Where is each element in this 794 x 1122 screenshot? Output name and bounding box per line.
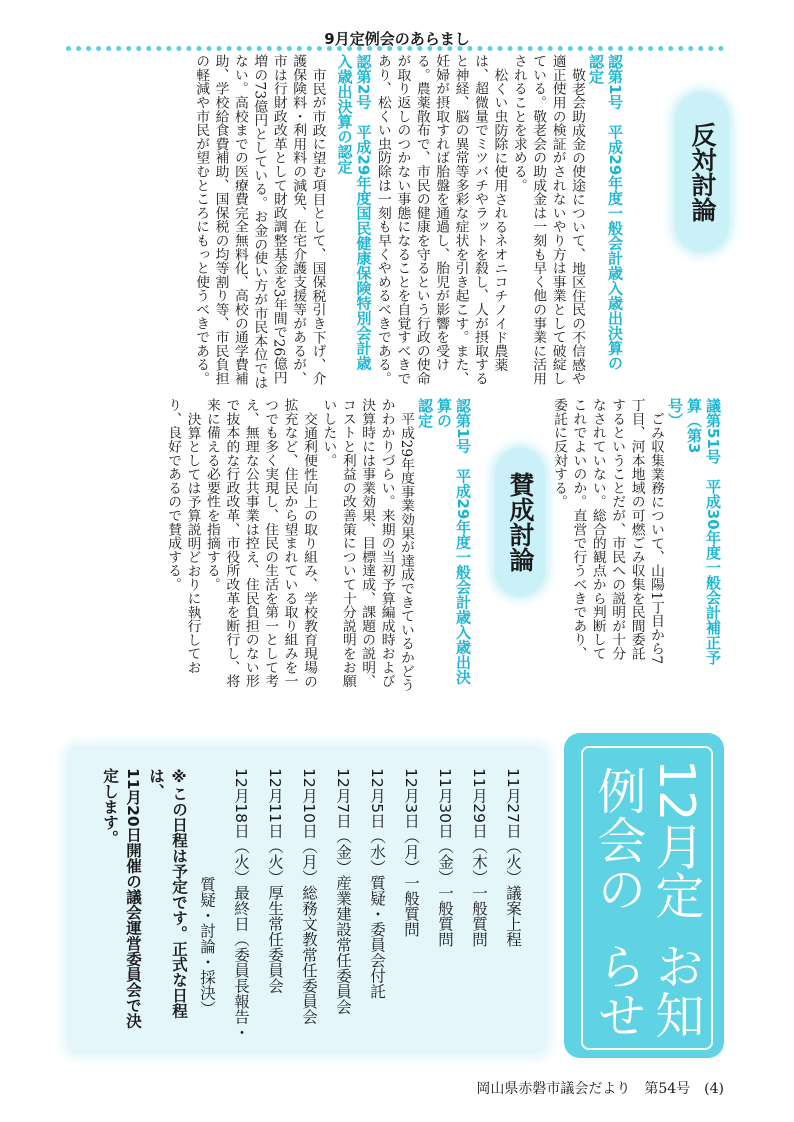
item-heading: 議第51号 平成30年度一般会計補正予算（第3 号） <box>666 398 722 665</box>
schedule-row: 11月30日（金）一般質問 <box>436 768 454 947</box>
paragraph: 松くい虫防除に使用されるネオニコチノイド農薬は、超微量でミツバチやラットを殺し、人が摂取すると神経、脳の異常等多彩な症状を引き起こす。また、妊婦が摂取すれば胎盤を通過し、胎児が影響を受ける。農薬散布で、市民の健康を守るという行政の使命が取り返しのつかない事態になることを自覚すべきであり、松くい虫防除は一刻も早くやめるべきである。 <box>374 54 508 386</box>
item-heading: 認第1号 平成29年度一般会計歳入歳出決算の 認定 <box>416 398 472 685</box>
schedule-row: 12月11日（火）厚生常任委員会 <box>266 768 284 994</box>
schedule-row: 12月10日（月）総務文教常任委員会 <box>300 768 318 1025</box>
paragraph: ごみ収集業務について、山陽1丁目から7丁目、河本地域の可燃ごみ収集を民間委託するということだが、市民への説明が十分なされていない。総合的観点から判断してこれでよいのか。直営で行うべきであり、委託に反対する。 <box>550 398 664 664</box>
notice-title-line: お知らせ <box>590 940 705 1039</box>
schedule-row: 12月18日（火）最終日（委員長報告・ <box>232 768 250 1040</box>
schedule-note: 定します。 <box>101 768 119 846</box>
schedule-note: ※この日程は予定です。正式な日程は、 <box>147 768 188 1019</box>
schedule-row: 12月3日（月）一般質問 <box>402 768 420 938</box>
schedule-row: 質疑・討論・採決） <box>198 768 216 1016</box>
opposition-column-b <box>550 398 722 668</box>
paragraph: 交通利便性向上の取り組み、学校教育現場の拡充など、住民から望まれている取り組みを一つでも多く実現し、住民の生活を第一として考え、無理な公共事業は控え、住民負担のない形で抜本的な行政改革、市役所改革を断行し、将来に備える必要性を指摘する。 <box>203 398 317 688</box>
paragraph: 市民が市政に望む項目として、国保税引き下げ、介護保険料・利用料の減免、在宅介護支援等があるが、市は行財政改革として財政調整基金を3年間で26億円増の73億円としている。お金の使い方が市民本位ではない。高校までの医療費完全無料化、高校の通学費補助、学校給食費補助、国保税の均等割り等、市民負担の軽減や市民が望むところにもっと使うべきである。 <box>193 54 326 389</box>
opposition-label-badge: 反対討論 <box>675 92 729 252</box>
paragraph: 決算としては予算説明どおりに執行しており、良好であるので賛成する。 <box>165 398 201 674</box>
schedule-list <box>84 768 530 1046</box>
notice-title-line: 12月定例会の <box>590 759 705 920</box>
schedule-row: 11月27日（火）議案上程 <box>504 768 522 947</box>
header-dotted-rule <box>66 46 724 51</box>
page-footer: 岡山県赤磐市議会だより 第54号 (4) <box>476 1081 724 1097</box>
paragraph: 敬老会助成金の使途について、地区住民の不信感や適正使用の検証がされないやり方は事業として破綻している。敬老会の助成金は一刻も早く他の事業に活用されることを求める。 <box>510 54 585 386</box>
schedule-note: 11月20日開催の議会運営委員会で決 <box>124 768 142 1029</box>
item-heading: 認第2号 平成29年度国民健康保険特別会計歳 入歳出決算の認定 <box>335 54 373 371</box>
schedule-row: 12月7日（金）産業建設常任委員会 <box>334 768 352 1015</box>
page-header-title: 9月定例会のあらまし <box>324 30 470 48</box>
support-column <box>165 398 472 698</box>
paragraph: 平成29年度事業効果が達成できているかどうかわかりづらい。来期の当初予算編成時および決算時には事業効果、目標達成、課題の説明、コストと利益の改善策について十分説明をお願いしたい。 <box>320 398 414 692</box>
opposition-column-a <box>193 54 624 396</box>
schedule-row: 12月5日（水）質疑・委員会付託 <box>368 768 386 1000</box>
schedule-row: 11月29日（木）一般質問 <box>470 768 488 947</box>
notice-title <box>581 746 713 1050</box>
item-heading: 認第1号 平成29年度一般会計歳入歳出決算の 認定 <box>587 54 624 371</box>
support-label-badge: 賛成討論 <box>495 448 545 596</box>
